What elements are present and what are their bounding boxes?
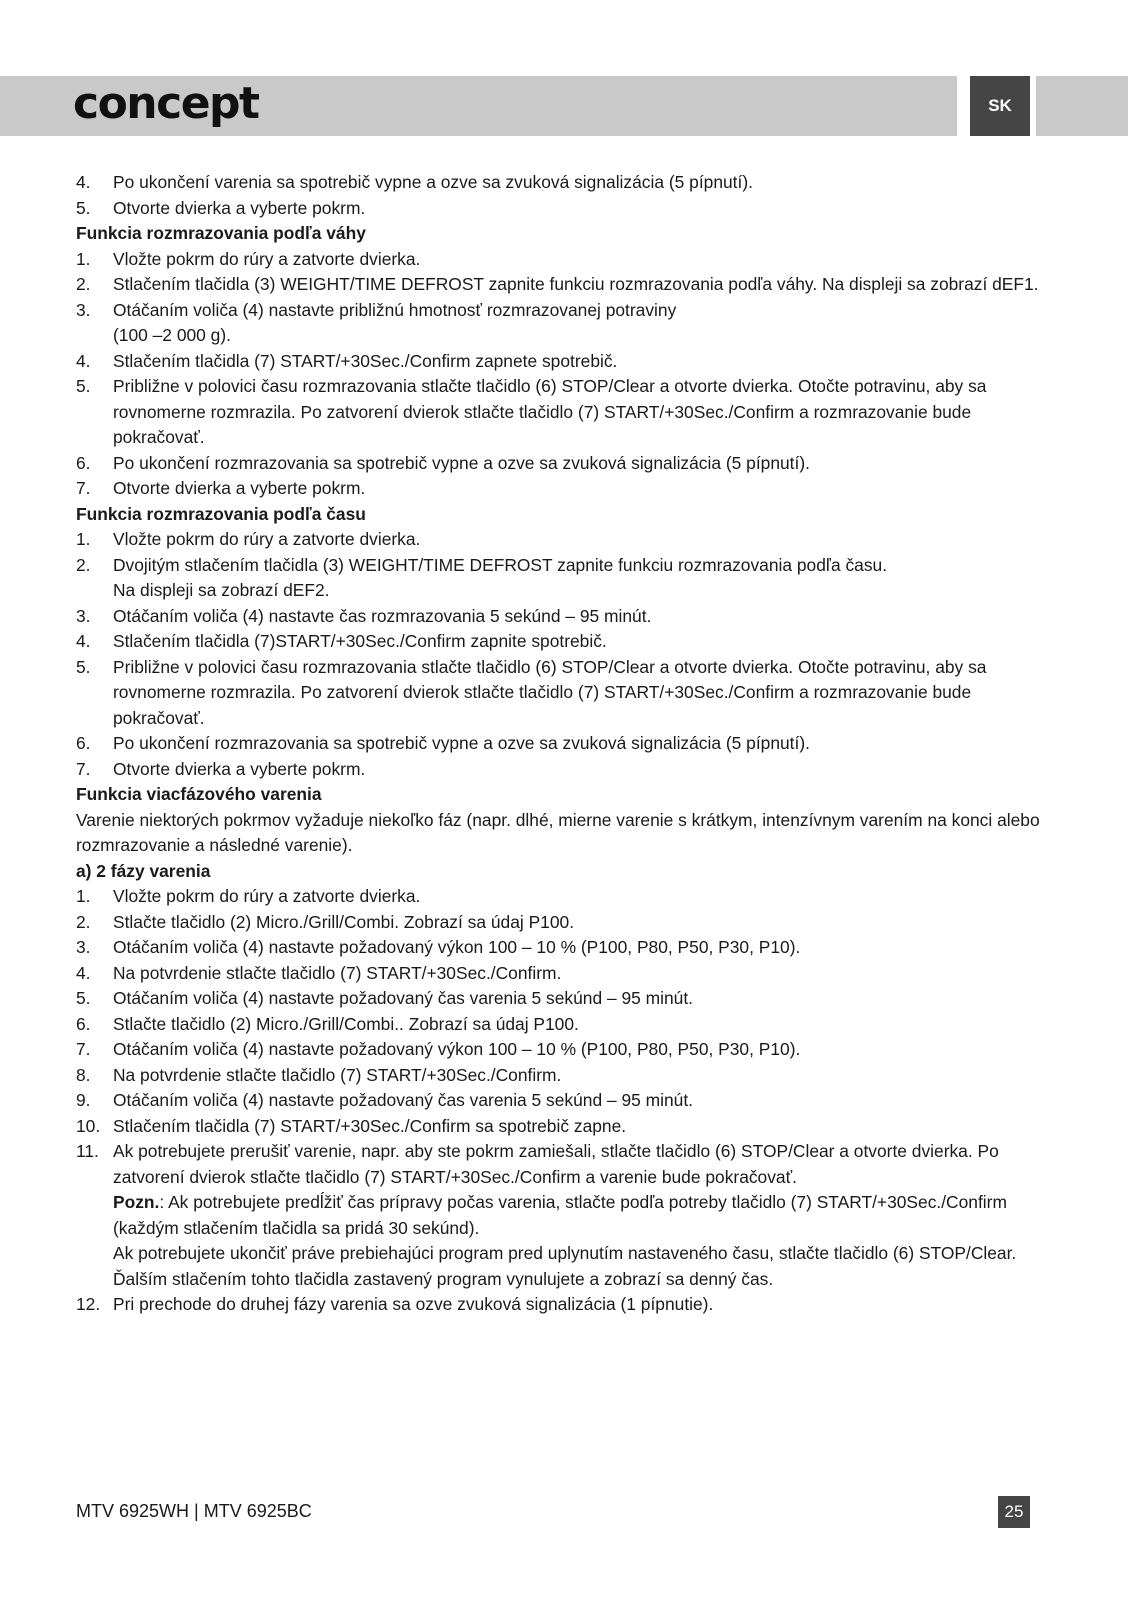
list-number: 7. bbox=[76, 478, 91, 498]
list-text: Otvorte dvierka a vyberte pokrm. bbox=[113, 758, 366, 779]
list-text: Stlačte tlačidlo (2) Micro./Grill/Combi. Zobrazí sa údaj P100. bbox=[113, 911, 575, 932]
list-number: 6. bbox=[76, 452, 91, 473]
list-number: 4. bbox=[76, 631, 91, 651]
list-number: 4. bbox=[76, 962, 91, 983]
list-text: Otáčaním voliča (4) nastavte požadovaný čas varenia 5 sekúnd – 95 minút. bbox=[113, 1090, 694, 1110]
section-heading-time-defrost: Funkcia rozmrazovania podľa času bbox=[76, 503, 366, 524]
language-badge: SK bbox=[970, 76, 1030, 136]
list-item bbox=[76, 553, 1051, 604]
multistage-list bbox=[76, 884, 1051, 1318]
list-item bbox=[76, 604, 1051, 630]
page-number: 25 bbox=[998, 1496, 1030, 1528]
list-number: 2. bbox=[76, 911, 91, 932]
list-item bbox=[76, 527, 1051, 553]
list-number: 6. bbox=[76, 1013, 91, 1034]
list-text: Vložte pokrm do rúry a zatvorte dvierka. bbox=[113, 529, 421, 549]
list-number: 4. bbox=[76, 172, 91, 192]
list-text: Stlačením tlačidla (7) START/+30Sec./Confirm zapnete spotrebič. bbox=[113, 350, 618, 371]
list-item bbox=[76, 757, 1051, 783]
list-number: 3. bbox=[76, 299, 91, 320]
list-text: Vložte pokrm do rúry a zatvorte dvierka. bbox=[113, 248, 421, 269]
list-item bbox=[76, 910, 1051, 936]
list-item bbox=[76, 170, 1051, 196]
list-item bbox=[76, 1088, 1051, 1114]
list-text: Vložte pokrm do rúry a zatvorte dvierka. bbox=[113, 886, 421, 906]
list-item bbox=[76, 451, 1051, 477]
list-item bbox=[76, 1292, 1051, 1318]
list-text: Otvorte dvierka a vyberte pokrm. bbox=[113, 478, 366, 498]
list-item bbox=[76, 884, 1051, 910]
list-number: 12. bbox=[76, 1294, 101, 1314]
list-text: Po ukončení rozmrazovania sa spotrebič vypne a ozve sa zvuková signalizácia (5 pípnutí). bbox=[113, 733, 810, 753]
list-text: Na potvrdenie stlačte tlačidlo (7) START/+30Sec./Confirm. bbox=[113, 962, 562, 983]
list-text: Po ukončení rozmrazovania sa spotrebič vypne a ozve sa zvuková signalizácia (5 pípnutí). bbox=[113, 452, 810, 473]
list-item bbox=[76, 272, 1051, 298]
list-item bbox=[76, 986, 1051, 1012]
list-number: 3. bbox=[76, 605, 91, 626]
list-item bbox=[76, 298, 1051, 349]
list-item bbox=[76, 935, 1051, 961]
list-item bbox=[76, 1139, 1051, 1292]
list-text: Približne v polovici času rozmrazovania stlačte tlačidlo (6) STOP/Clear a otvorte dvierka. Otočte potravinu, aby sa rovnomerne rozmrazila. Po zatvorení dvierok stlačte tlačidlo (7) START/+30Sec./Confirm a rozmrazovanie bude pokračovať. bbox=[113, 376, 987, 447]
list-text: Otáčaním voliča (4) nastavte približnú hmotnosť rozmrazovanej potraviny bbox=[113, 299, 677, 320]
list-number: 7. bbox=[76, 1039, 91, 1059]
list-text: Na potvrdenie stlačte tlačidlo (7) START/+30Sec./Confirm. bbox=[113, 1064, 562, 1085]
list-item bbox=[76, 476, 1051, 502]
list-number: 3. bbox=[76, 937, 91, 957]
footer-model-name: MTV 6925WH | MTV 6925BC bbox=[76, 1501, 312, 1521]
list-text: Dvojitým stlačením tlačidla (3) WEIGHT/TIME DEFROST zapnite funkciu rozmrazovania podľa času. bbox=[113, 554, 888, 575]
list-item bbox=[76, 196, 1051, 222]
list-number: 2. bbox=[76, 554, 91, 575]
list-number: 9. bbox=[76, 1090, 91, 1110]
list-item bbox=[76, 247, 1051, 273]
list-text: Otáčaním voliča (4) nastavte požadovaný výkon 100 – 10 % (P100, P80, P50, P30, P10). bbox=[113, 937, 801, 957]
list-number: 5. bbox=[76, 988, 91, 1008]
list-number: 7. bbox=[76, 758, 91, 779]
list-text: Stlačením tlačidla (7)START/+30Sec./Confirm zapnite spotrebič. bbox=[113, 631, 607, 651]
list-item bbox=[76, 1063, 1051, 1089]
subheading-two-stages: a) 2 fázy varenia bbox=[76, 860, 211, 881]
list-text: Otvorte dvierka a vyberte pokrm. bbox=[113, 197, 366, 218]
list-number: 5. bbox=[76, 656, 91, 677]
header-band-right bbox=[1036, 76, 1128, 136]
list-number: 1. bbox=[76, 529, 91, 549]
list-number: 8. bbox=[76, 1064, 91, 1085]
list-item bbox=[76, 1012, 1051, 1038]
page-content bbox=[76, 170, 1051, 1318]
list-text: Stlačením tlačidla (3) WEIGHT/TIME DEFROST zapnite funkciu rozmrazovania podľa váhy. Na displeji sa zobrazí dEF1. bbox=[113, 274, 1039, 294]
list-text-continued: Na displeji sa zobrazí dEF2. bbox=[113, 580, 330, 600]
list-number: 11. bbox=[76, 1141, 99, 1161]
list-number: 4. bbox=[76, 350, 91, 371]
list-number: 5. bbox=[76, 197, 91, 218]
list-item bbox=[76, 655, 1051, 732]
list-item bbox=[76, 349, 1051, 375]
list-number: 5. bbox=[76, 376, 91, 396]
list-item bbox=[76, 961, 1051, 987]
note-label: Pozn. bbox=[113, 1192, 160, 1212]
list-text: Stlačením tlačidla (7) START/+30Sec./Confirm sa spotrebič zapne. bbox=[113, 1115, 627, 1136]
list-item bbox=[76, 629, 1051, 655]
list-number: 1. bbox=[76, 248, 91, 269]
list-item bbox=[76, 731, 1051, 757]
note-text: : Ak potrebujete predĺžiť čas prípravy počas varenia, stlačte podľa potreby tlačidlo (7) START/+30Sec./Confirm (každým stlačením tlačidla sa pridá 30 sekúnd). bbox=[113, 1192, 1007, 1238]
list-number: 2. bbox=[76, 274, 91, 294]
list-item bbox=[76, 374, 1051, 451]
list-number: 10. bbox=[76, 1115, 101, 1136]
list-text: Po ukončení varenia sa spotrebič vypne a ozve sa zvuková signalizácia (5 pípnutí). bbox=[113, 172, 753, 192]
list-text-continued: (100 –2 000 g). bbox=[113, 325, 231, 345]
list-number: 1. bbox=[76, 886, 91, 906]
intro-list bbox=[76, 170, 1051, 221]
list-item bbox=[76, 1114, 1051, 1140]
multistage-intro: Varenie niektorých pokrmov vyžaduje niekoľko fáz (napr. dlhé, mierne varenie s krátkym, intenzívnym varením na konci alebo rozmrazovanie a následné varenie). bbox=[76, 809, 1040, 855]
section-heading-weight-defrost: Funkcia rozmrazovania podľa váhy bbox=[76, 223, 366, 243]
list-text: Otáčaním voliča (4) nastavte čas rozmrazovania 5 sekúnd – 95 minút. bbox=[113, 605, 652, 626]
list-number: 6. bbox=[76, 733, 91, 753]
weight-defrost-list bbox=[76, 247, 1051, 502]
note-text-continued: Ak potrebujete ukončiť práve prebiehajúci program pred uplynutím nastaveného času, stlačte tlačidlo (6) STOP/Clear. Ďalším stlačením tohto tlačidla zastavený program vynulujete a zobrazí sa denný čas. bbox=[113, 1243, 1017, 1289]
list-item bbox=[76, 1037, 1051, 1063]
list-text: Otáčaním voliča (4) nastavte požadovaný čas varenia 5 sekúnd – 95 minút. bbox=[113, 988, 694, 1008]
list-text: Pri prechode do druhej fázy varenia sa ozve zvuková signalizácia (1 pípnutie). bbox=[113, 1294, 714, 1314]
list-text: Stlačte tlačidlo (2) Micro./Grill/Combi.. Zobrazí sa údaj P100. bbox=[113, 1013, 579, 1034]
brand-logo: concept bbox=[73, 78, 259, 129]
section-heading-multistage: Funkcia viacfázového varenia bbox=[76, 784, 322, 804]
list-text: Otáčaním voliča (4) nastavte požadovaný výkon 100 – 10 % (P100, P80, P50, P30, P10). bbox=[113, 1039, 801, 1059]
list-text: Ak potrebujete prerušiť varenie, napr. aby ste pokrm zamiešali, stlačte tlačidlo (6) STOP/Clear a otvorte dvierka. Po zatvorení dvierok stlačte tlačidlo (7) START/+30Sec./Confirm a varenie bude pokračovať. bbox=[113, 1141, 999, 1187]
time-defrost-list bbox=[76, 527, 1051, 782]
list-text: Približne v polovici času rozmrazovania stlačte tlačidlo (6) STOP/Clear a otvorte dvierka. Otočte potravinu, aby sa rovnomerne rozmrazila. Po zatvorení dvierok stlačte tlačidlo (7) START/+30Sec./Confirm a rozmrazovanie bude pokračovať. bbox=[113, 656, 987, 728]
